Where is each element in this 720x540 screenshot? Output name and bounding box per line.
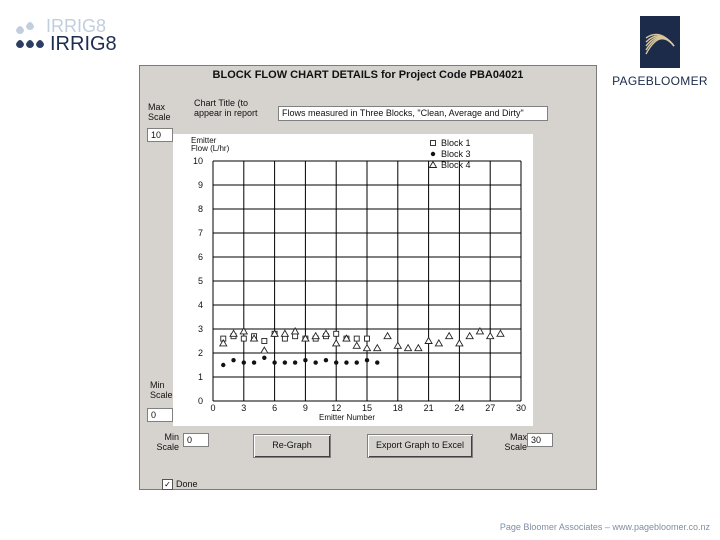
block-4-point (425, 338, 432, 344)
footer-credit: Page Bloomer Associates – www.pagebloomer.co.nz (499, 522, 710, 532)
bottom-min-scale-input[interactable]: 0 (183, 433, 209, 447)
done-label: Done (176, 479, 198, 489)
block-3-point (313, 360, 317, 364)
block-3-point (221, 363, 225, 367)
block-3-point (324, 358, 328, 362)
block-1-point (262, 339, 267, 344)
legend-label-block-1: Block 1 (441, 138, 471, 148)
block-4-point (415, 345, 422, 351)
block-3-point (334, 360, 338, 364)
max-scale-input[interactable]: 10 (147, 128, 173, 142)
block-4-point (487, 333, 494, 339)
flow-chart (173, 134, 533, 426)
block-4-point (353, 342, 360, 348)
block-4-point (446, 333, 453, 339)
x-tick-label: 30 (515, 403, 527, 413)
legend-marker-block-3 (431, 152, 435, 156)
block-4-point (333, 340, 340, 346)
x-tick-label: 27 (485, 403, 496, 413)
block-3-point (252, 360, 256, 364)
block-4-point (435, 340, 442, 346)
legend-marker-block-1 (431, 141, 436, 146)
block-3-point (283, 360, 287, 364)
block-3-point (272, 360, 276, 364)
bottom-min-scale-label: Min Scale (156, 432, 179, 452)
block-3-point (242, 360, 246, 364)
y-tick-label: 7 (197, 228, 203, 238)
block-3-point (293, 360, 297, 364)
min-scale-input[interactable]: 0 (147, 408, 173, 422)
block-1-point (282, 336, 287, 341)
x-axis-label: Emitter Number (318, 413, 376, 422)
x-tick-label: 0 (210, 403, 216, 413)
done-checkbox[interactable]: ✓ (162, 479, 173, 490)
svg-text:IRRIG8: IRRIG8 (46, 16, 107, 36)
chart-plot-area (173, 134, 533, 426)
block-1-point (354, 336, 359, 341)
x-tick-label: 3 (241, 403, 247, 413)
y-tick-label: 4 (197, 300, 203, 310)
legend-marker-block-4 (430, 162, 437, 168)
block-1-point (365, 336, 370, 341)
x-tick-label: 24 (454, 403, 465, 413)
block-4-point (405, 345, 412, 351)
block-4-point (466, 333, 473, 339)
svg-text:IRRIG8: IRRIG8 (50, 33, 117, 54)
block-1-point (293, 334, 298, 339)
block-4-point (364, 345, 371, 351)
export-graph-button[interactable]: Export Graph to Excel (367, 434, 473, 458)
y-tick-label: 1 (197, 372, 203, 382)
legend-label-block-4: Block 4 (441, 160, 471, 170)
x-tick-label: 21 (423, 403, 434, 413)
y-axis-label: Emitter (191, 136, 217, 145)
block-4-point (497, 330, 504, 336)
regraph-button[interactable]: Re-Graph (253, 434, 331, 458)
block-3-point (344, 360, 348, 364)
x-tick-label: 6 (272, 403, 278, 413)
y-tick-label: 0 (197, 396, 203, 406)
max-scale-label: Max Scale (148, 102, 171, 122)
y-tick-label: 2 (197, 348, 203, 358)
chart-title-input[interactable]: Flows measured in Three Blocks, "Clean, Average and Dirty" (278, 106, 548, 121)
min-scale-label: Min Scale (150, 380, 173, 400)
x-tick-label: 18 (392, 403, 403, 413)
block-4-point (281, 330, 288, 336)
block-4-point (374, 345, 381, 351)
block-1-point (241, 336, 246, 341)
window-title: BLOCK FLOW CHART DETAILS for Project Code PBA04021 (212, 69, 524, 81)
block-4-point (384, 333, 391, 339)
y-tick-label: 3 (197, 324, 203, 334)
block-3-point (303, 358, 307, 362)
y-tick-label: 6 (197, 252, 203, 262)
legend-label-block-3: Block 3 (441, 149, 471, 159)
block-3-point (365, 358, 369, 362)
y-tick-label: 8 (197, 204, 203, 214)
block-3-point (262, 356, 266, 360)
x-tick-label: 15 (361, 403, 373, 413)
irrig8-logo (10, 12, 130, 54)
y-tick-label: 9 (197, 180, 203, 190)
block-3-point (231, 358, 235, 362)
pagebloomer-wordmark: PAGEBLOOMER (612, 74, 708, 88)
x-tick-label: 9 (302, 403, 308, 413)
bottom-max-scale-label: Max Scale (504, 432, 527, 452)
block-4-point (261, 347, 268, 353)
y-axis-label: Flow (L/hr) (191, 144, 230, 153)
pagebloomer-logo (610, 14, 710, 94)
y-tick-label: 5 (197, 276, 203, 286)
chart-title-label: Chart Title (to appear in report (194, 98, 258, 118)
block-1-point (334, 331, 339, 336)
block-4-point (394, 342, 401, 348)
y-tick-label: 10 (192, 156, 203, 166)
block-4-point (456, 340, 463, 346)
block-3-point (375, 360, 379, 364)
bottom-max-scale-input[interactable]: 30 (527, 433, 553, 447)
x-tick-label: 12 (331, 403, 342, 413)
block-3-point (355, 360, 359, 364)
block-flow-chart-window (139, 65, 597, 490)
